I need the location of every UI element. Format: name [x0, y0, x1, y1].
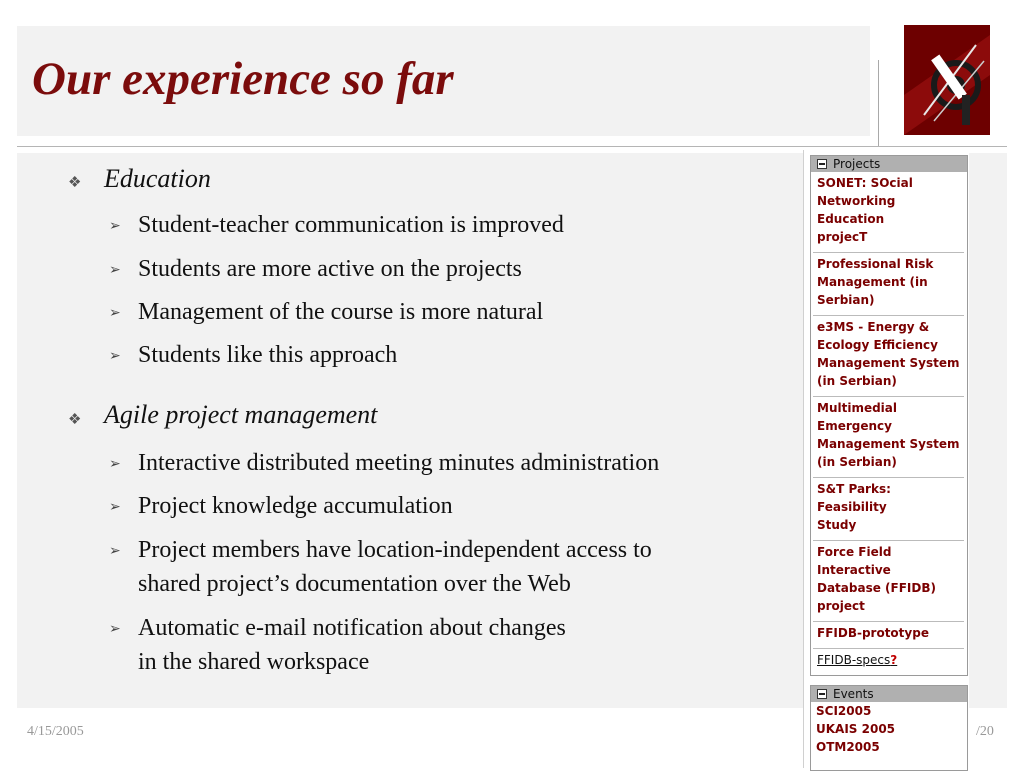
arrow-bullet-icon: ➢	[109, 500, 121, 515]
project-link-line[interactable]: Networking Education	[817, 194, 896, 226]
project-link-line[interactable]: (in Serbian)	[817, 374, 897, 388]
project-link-line[interactable]: Multimedial	[817, 401, 898, 415]
project-link-line[interactable]: projecT	[817, 230, 868, 244]
project-link-line[interactable]: Serbian)	[817, 293, 875, 307]
section-heading-education: Education	[104, 164, 211, 193]
project-link[interactable]	[813, 622, 964, 649]
arrow-bullet-icon: ➢	[109, 219, 121, 234]
project-link-line[interactable]: Force Field Interactive	[817, 545, 892, 577]
bullet-item: Project knowledge accumulation	[138, 493, 453, 519]
events-panel	[810, 685, 968, 771]
title-divider-vertical	[878, 60, 879, 146]
footer-page-number: /20	[976, 724, 994, 739]
help-mark[interactable]: ?	[890, 653, 898, 667]
bullet-item: Management of the course is more natural	[138, 299, 544, 325]
project-link-line[interactable]: Database (FFIDB)	[817, 581, 936, 595]
arrow-bullet-icon: ➢	[109, 457, 121, 472]
project-link-line[interactable]: SONET: SOcial	[817, 176, 913, 190]
project-link-line[interactable]: Emergency	[817, 419, 892, 433]
event-link[interactable]: SCI2005	[816, 704, 872, 718]
bullet-item-continuation: in the shared workspace	[138, 649, 370, 675]
project-link[interactable]	[813, 316, 964, 397]
arrow-bullet-icon: ➢	[109, 622, 121, 637]
projects-panel	[810, 155, 968, 676]
embedded-screenshot	[803, 150, 969, 768]
project-link[interactable]	[813, 649, 964, 675]
bullet-item: Students like this approach	[138, 342, 398, 368]
project-link-line[interactable]: Management System	[817, 437, 960, 451]
section-heading-agile: Agile project management	[104, 400, 378, 429]
project-link-label[interactable]: FFIDB-specs	[817, 653, 891, 667]
bullet-item: Interactive distributed meeting minutes administration	[138, 450, 660, 476]
project-link-line[interactable]: FFIDB-prototype	[817, 626, 929, 640]
project-link-line[interactable]: project	[817, 599, 865, 613]
logo-graphic	[904, 25, 990, 135]
project-link-line[interactable]: S&T Parks: Feasibility	[817, 482, 891, 514]
project-link[interactable]	[813, 397, 964, 478]
project-link-line[interactable]: (in Serbian)	[817, 455, 897, 469]
project-link-line[interactable]: e3MS - Energy &	[817, 320, 930, 334]
project-link-line[interactable]: Professional Risk	[817, 257, 934, 271]
project-link-line[interactable]: Study	[817, 518, 857, 532]
projects-panel-header[interactable]	[811, 156, 967, 172]
project-link[interactable]	[813, 253, 964, 316]
event-link[interactable]: OTM2005	[816, 740, 880, 754]
project-link-line[interactable]: Management System	[817, 356, 960, 370]
event-link[interactable]: UKAIS 2005	[816, 722, 896, 736]
slide-title: Our experience so far	[32, 53, 454, 105]
bullet-item-continuation: shared project’s documentation over the Web	[138, 571, 571, 597]
projects-list	[811, 172, 967, 649]
project-link-line[interactable]: Management (in	[817, 275, 928, 289]
events-list	[811, 702, 967, 756]
projects-header-label: Projects	[833, 157, 881, 171]
arrow-bullet-icon: ➢	[109, 349, 121, 364]
project-link[interactable]	[813, 172, 964, 253]
events-header-label: Events	[833, 687, 874, 701]
arrow-bullet-icon: ➢	[109, 263, 121, 278]
events-panel-header[interactable]	[811, 686, 967, 702]
diamond-bullet-icon: ❖	[68, 412, 82, 428]
diamond-bullet-icon: ❖	[68, 175, 82, 191]
collapse-icon[interactable]	[817, 689, 827, 699]
logo-image	[904, 25, 990, 135]
arrow-bullet-icon: ➢	[109, 306, 121, 321]
bullet-item: Project members have location-independent access to	[138, 537, 652, 563]
bullet-item: Students are more active on the projects	[138, 256, 522, 282]
collapse-icon[interactable]	[817, 159, 827, 169]
title-divider-horizontal	[17, 146, 1007, 147]
footer-date: 4/15/2005	[27, 724, 84, 739]
bullet-item: Student-teacher communication is improved	[138, 212, 564, 238]
arrow-bullet-icon: ➢	[109, 544, 121, 559]
bullet-item: Automatic e-mail notification about changes	[138, 615, 566, 641]
project-link[interactable]	[813, 478, 964, 541]
project-link-line[interactable]: Ecology Efficiency	[817, 338, 938, 352]
project-link[interactable]	[813, 541, 964, 622]
